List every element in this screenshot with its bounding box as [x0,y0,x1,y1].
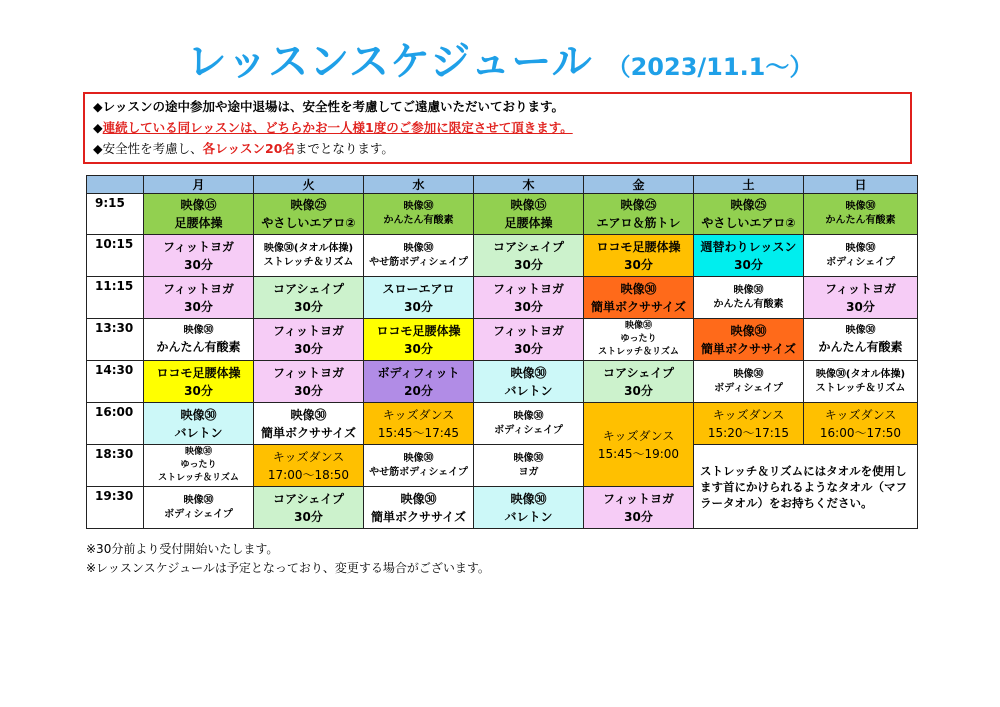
lesson-name: 映像㉚(タオル体操) [815,368,906,380]
lesson-name: 映像㉚(タオル体操) [263,242,354,254]
lesson-detail: 30分 [184,257,213,272]
lesson-cell [364,235,474,277]
lesson-detail: 簡単ボクササイズ [590,299,687,314]
lesson-name: 映像⑮ [510,198,547,212]
lesson-name: 映像㉚ [845,324,876,336]
header-row [87,176,918,194]
lesson-detail: バレトン [174,425,223,440]
lesson-detail: ボディシェイプ [494,424,563,436]
lesson-detail: 15:45〜19:00 [597,446,680,461]
title-date: （2023/11.1〜） [606,53,814,81]
lesson-name: 映像㉚ [403,201,434,212]
lesson-name: 映像㉚ [733,284,764,296]
lesson-name: 映像㉚ [290,407,327,422]
lesson-detail: ボディシェイプ [164,508,233,520]
notice-line-1: ◆レッスンの途中参加や途中退場は、安全性を考慮してご遠慮いただいております。 [93,99,564,114]
lesson-name: 映像㉚ [845,201,876,212]
lesson-cell [584,277,694,319]
lesson-cell [474,445,584,487]
lesson-cell [804,361,918,403]
lesson-cell [584,235,694,277]
lesson-cell [364,361,474,403]
lesson-detail: 30分 [184,383,213,398]
lesson-detail: やさしいエアロ② [261,216,356,230]
lesson-cell [804,277,918,319]
lesson-detail-extra: ストレッチ＆リズム [158,473,239,483]
lesson-name: 映像㉚ [403,242,434,254]
lesson-cell [474,235,584,277]
lesson-cell [254,445,364,487]
lesson-name: 映像㉚ [510,491,547,506]
lesson-cell [144,403,254,445]
lesson-cell [144,194,254,235]
time-label: 18:30 [87,445,144,487]
lesson-name: キッズダンス [712,407,785,422]
lesson-cell [694,235,804,277]
lesson-detail: 30分 [624,257,653,272]
lesson-detail: かんたん有酸素 [713,298,784,310]
lesson-cell [364,277,474,319]
lesson-cell [474,194,584,235]
lesson-name: 映像㉕ [730,198,767,212]
lesson-name: 映像㉚ [403,452,434,464]
lesson-detail: 30分 [294,383,323,398]
lesson-detail: ストレッチ＆リズム [263,256,354,268]
notice-line-3-suffix: までとなります。 [294,141,394,156]
lesson-detail: 16:00〜17:50 [819,425,902,440]
lesson-cell [584,487,694,529]
lesson-detail: 30分 [514,299,543,314]
lesson-detail: 15:45〜17:45 [377,425,460,440]
lesson-cell [584,361,694,403]
schedule-row [87,403,918,445]
lesson-cell [254,235,364,277]
lesson-detail: やせ筋ボディシェイプ [369,256,468,268]
lesson-cell [474,319,584,361]
schedule-row [87,445,918,487]
lesson-cell [694,403,804,445]
lesson-name: ロコモ足腰体操 [156,365,241,380]
lesson-cell [804,194,918,235]
lesson-cell [254,403,364,445]
lesson-detail: 17:00〜18:50 [267,467,350,482]
footnote-1: ※30分前より受付開始いたします。 [86,542,279,556]
lesson-cell [474,361,584,403]
lesson-detail: 30分 [294,299,323,314]
lesson-detail: 足腰体操 [504,216,553,230]
day-thu: 木 [474,176,584,194]
lesson-cell [694,319,804,361]
lesson-detail: 30分 [514,341,543,356]
lesson-cell [254,487,364,529]
time-label: 14:30 [87,361,144,403]
time-label: 11:15 [87,277,144,319]
lesson-name: 映像㉚ [620,281,657,296]
lesson-name: コアシェイプ [603,365,674,380]
lesson-name: コアシェイプ [493,239,564,254]
lesson-name: コアシェイプ [273,491,344,506]
header-corner [87,176,144,194]
time-label: 19:30 [87,487,144,529]
schedule-row [87,361,918,403]
lesson-name: フィットヨガ [272,365,345,380]
lesson-detail: ボディシェイプ [714,382,783,394]
lesson-detail: ゆったり [620,334,657,344]
lesson-name: 映像㉕ [290,198,327,212]
lesson-name: 映像㉚ [624,321,652,331]
lesson-cell [364,403,474,445]
lesson-cell [144,235,254,277]
day-tue: 火 [254,176,364,194]
lesson-name: ボディフィット [377,365,460,380]
lesson-cell [584,403,694,487]
lesson-detail: 簡単ボクササイズ [700,341,797,356]
lesson-detail: かんたん有酸素 [383,215,454,226]
lesson-detail: やせ筋ボディシェイプ [369,466,468,478]
lesson-cell [254,194,364,235]
lesson-detail: 30分 [294,341,323,356]
lesson-detail: ストレッチ＆リズム [815,382,906,394]
notice-box [83,92,912,164]
lesson-name: 映像㉚ [400,491,437,506]
lesson-detail: 簡単ボクササイズ [260,425,357,440]
lesson-cell [254,277,364,319]
lesson-cell [144,361,254,403]
lesson-name: 映像㉚ [183,324,214,336]
lesson-name: キッズダンス [382,407,455,422]
lesson-detail: 30分 [846,299,875,314]
lesson-name: キッズダンス [824,407,897,422]
lesson-cell [364,319,474,361]
lesson-detail-extra: ストレッチ＆リズム [598,347,679,357]
lesson-detail: かんたん有酸素 [825,215,896,226]
notice-line-2-red: 連続している同レッスンは、どちらかお一人様1度のご参加に限定させて頂きます。 [102,120,573,135]
lesson-name: フィットヨガ [492,323,565,338]
lesson-cell [144,319,254,361]
day-fri: 金 [584,176,694,194]
lesson-name: フィットヨガ [272,323,345,338]
lesson-cell [364,445,474,487]
schedule-table [86,175,918,529]
lesson-name: 映像㉚ [513,410,544,422]
lesson-cell [144,277,254,319]
notice-line-2-prefix: ◆ [93,120,103,135]
lesson-name: 映像㉚ [510,365,547,380]
notice-line-3-prefix: ◆安全性を考慮し、 [93,141,203,156]
schedule-row [87,319,918,361]
lesson-name: フィットヨガ [162,281,235,296]
lesson-detail: 30分 [514,257,543,272]
lesson-name: 映像㉚ [513,452,544,464]
lesson-cell [804,403,918,445]
lesson-cell [474,487,584,529]
lesson-name: 映像㉚ [733,368,764,380]
lesson-name: 映像㉕ [620,198,657,212]
schedule-row [87,194,918,235]
notice-line-3 [93,138,902,159]
lesson-detail: ゆったり [180,460,217,470]
lesson-detail: 30分 [624,509,653,524]
lesson-name: フィットヨガ [492,281,565,296]
towel-note: ストレッチ＆リズムにはタオルを使用します首にかけられるようなタオル（マフラータオル）をお持ちください。 [694,445,918,529]
lesson-cell [254,319,364,361]
lesson-cell [364,194,474,235]
lesson-detail: ボディシェイプ [826,256,895,268]
lesson-name: コアシェイプ [273,281,344,296]
lesson-detail: 30分 [294,509,323,524]
lesson-name: フィットヨガ [602,491,675,506]
lesson-name: 映像㉚ [180,407,217,422]
schedule-row [87,277,918,319]
lesson-cell [584,319,694,361]
lesson-detail: 30分 [624,383,653,398]
lesson-name: ロコモ足腰体操 [596,239,681,254]
lesson-name: ロコモ足腰体操 [376,323,461,338]
lesson-cell [694,194,804,235]
lesson-detail: 30分 [734,257,763,272]
day-wed: 水 [364,176,474,194]
lesson-detail: バレトン [504,509,553,524]
lesson-detail: 30分 [404,299,433,314]
lesson-detail: バレトン [504,383,553,398]
lesson-name: 週替わりレッスン [700,239,797,254]
lesson-cell [144,487,254,529]
lesson-detail: かんたん有酸素 [818,339,903,354]
lesson-cell [144,445,254,487]
schedule-row [87,235,918,277]
lesson-detail: 15:20〜17:15 [707,425,790,440]
lesson-detail: かんたん有酸素 [156,339,241,354]
lesson-cell [364,487,474,529]
lesson-name: 映像㉚ [845,242,876,254]
footnote-2: ※レッスンスケジュールは予定となっており、変更する場合がございます。 [86,561,490,575]
lesson-name: キッズダンス [602,428,675,443]
lesson-detail: ヨガ [518,466,539,478]
time-label: 9:15 [87,194,144,235]
lesson-cell [804,319,918,361]
notice-line-3-red: 各レッスン20名 [202,141,295,156]
title-main: レッスンスケジュール [186,39,593,85]
lesson-name: 映像⑮ [180,198,217,212]
time-label: 13:30 [87,319,144,361]
day-sun: 日 [804,176,918,194]
lesson-detail: 30分 [184,299,213,314]
lesson-cell [694,361,804,403]
notice-line-2 [93,117,902,138]
page-title [0,30,1000,87]
lesson-cell [474,403,584,445]
lesson-name: フィットヨガ [824,281,897,296]
lesson-name: キッズダンス [272,449,345,464]
lesson-cell [254,361,364,403]
lesson-detail: 30分 [404,341,433,356]
lesson-cell [804,235,918,277]
lesson-cell [584,194,694,235]
lesson-name: スローエアロ [382,281,455,296]
lesson-name: 映像㉚ [730,323,767,338]
lesson-name: フィットヨガ [162,239,235,254]
lesson-detail: エアロ＆筋トレ [596,216,681,230]
lesson-detail: 簡単ボクササイズ [370,509,467,524]
lesson-detail: 足腰体操 [174,216,223,230]
lesson-cell [694,277,804,319]
lesson-detail: やさしいエアロ② [701,216,796,230]
lesson-detail: 20分 [404,383,433,398]
lesson-name: 映像㉚ [183,494,214,506]
lesson-cell [474,277,584,319]
day-mon: 月 [144,176,254,194]
day-sat: 土 [694,176,804,194]
time-label: 10:15 [87,235,144,277]
lesson-name: 映像㉚ [184,447,212,457]
time-label: 16:00 [87,403,144,445]
